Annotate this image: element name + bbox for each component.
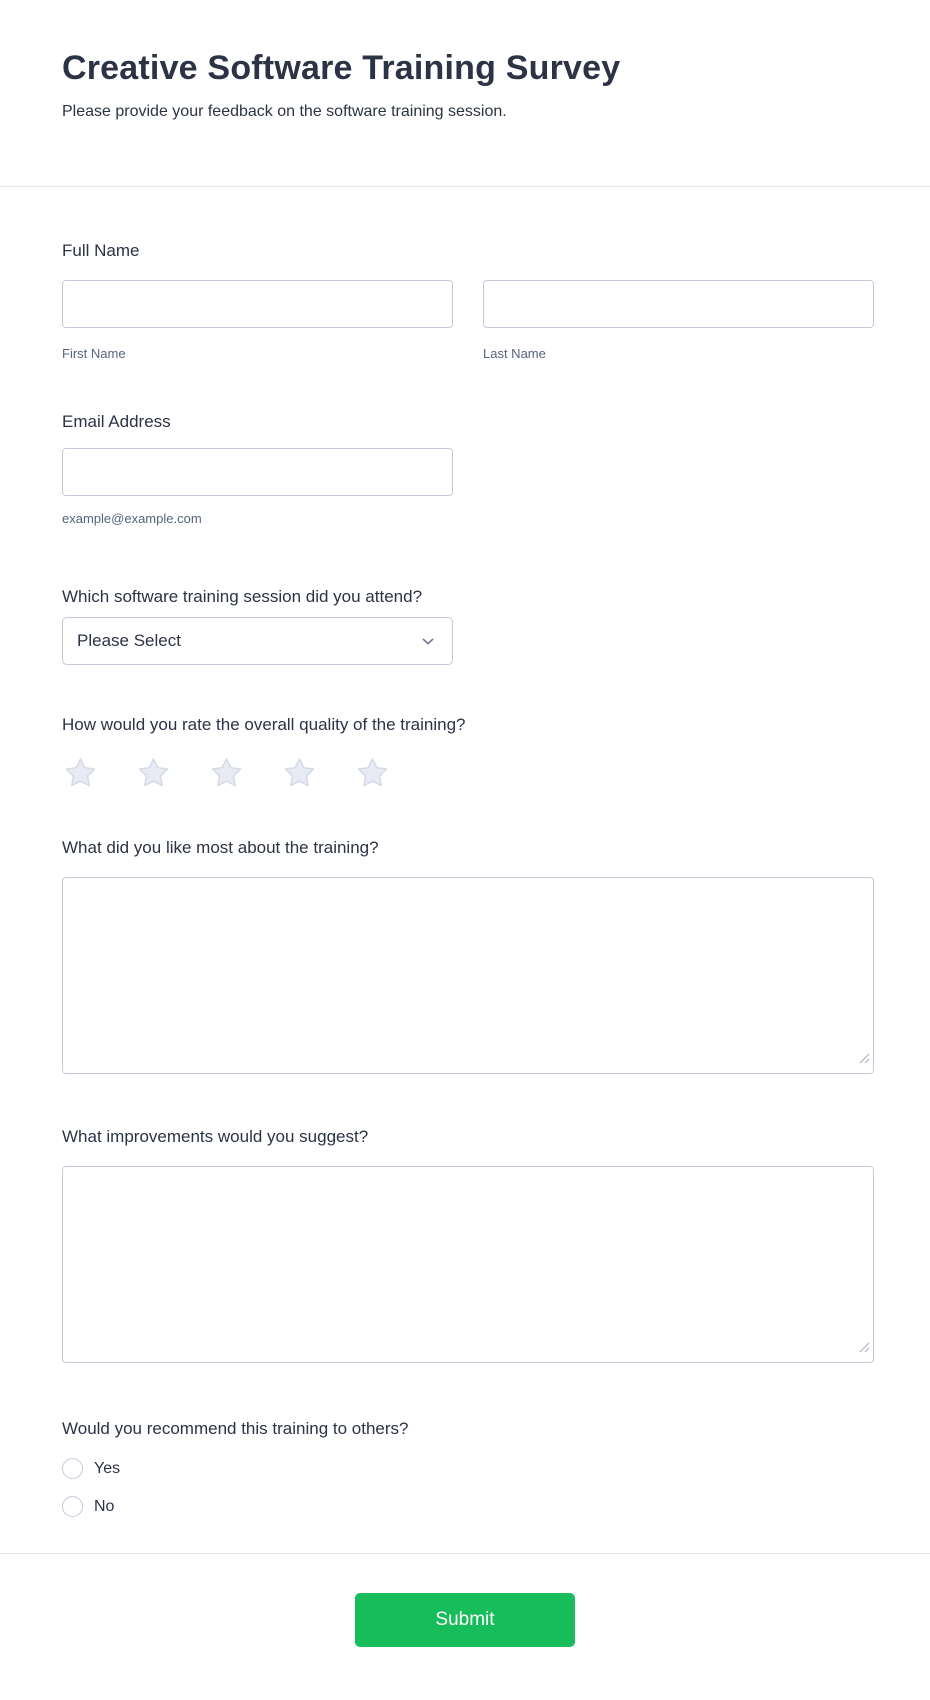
form-body xyxy=(0,241,930,1517)
first-name-sublabel: First Name xyxy=(62,346,126,361)
improvements-label: What improvements would you suggest? xyxy=(62,1127,369,1146)
radio-circle-icon[interactable] xyxy=(62,1496,83,1517)
radio-no-label: No xyxy=(94,1497,115,1515)
recommend-label: Would you recommend this training to others? xyxy=(62,1419,409,1438)
question-liked xyxy=(62,838,874,1074)
session-select[interactable] xyxy=(62,617,453,665)
session-label: Which software training session did you attend? xyxy=(62,587,423,606)
resize-handle-icon[interactable] xyxy=(859,1051,870,1069)
email-hint: example@example.com xyxy=(62,511,202,526)
improvements-textarea-wrap xyxy=(62,1166,874,1363)
star-icon[interactable] xyxy=(281,755,318,791)
email-label: Email Address xyxy=(62,412,171,431)
star-icon[interactable] xyxy=(135,755,172,791)
liked-textarea[interactable] xyxy=(62,877,874,1074)
question-recommend xyxy=(62,1419,874,1517)
first-name-input[interactable] xyxy=(62,280,453,328)
radio-option-no[interactable] xyxy=(62,1496,182,1517)
star-icon[interactable] xyxy=(354,755,391,791)
question-email xyxy=(62,412,874,527)
submit-button[interactable]: Submit xyxy=(355,1593,575,1647)
star-icon[interactable] xyxy=(208,755,245,791)
radio-circle-icon[interactable] xyxy=(62,1458,83,1479)
star-icon[interactable] xyxy=(62,755,99,791)
page-subtitle: Please provide your feedback on the software training session. xyxy=(62,102,507,120)
session-select-value: Please Select xyxy=(77,631,181,650)
resize-handle-icon[interactable] xyxy=(859,1340,870,1358)
email-input[interactable] xyxy=(62,448,453,496)
liked-textarea-wrap xyxy=(62,877,874,1074)
radio-option-yes[interactable] xyxy=(62,1458,182,1479)
first-name-column xyxy=(62,280,453,362)
question-rating xyxy=(62,715,874,791)
page-title: Creative Software Training Survey xyxy=(62,49,621,87)
form-header xyxy=(0,0,930,187)
last-name-column xyxy=(483,280,874,362)
full-name-label: Full Name xyxy=(62,241,140,260)
question-session xyxy=(62,587,874,665)
last-name-sublabel: Last Name xyxy=(483,346,546,361)
improvements-textarea[interactable] xyxy=(62,1166,874,1363)
question-full-name xyxy=(62,241,874,362)
name-inputs-row xyxy=(62,280,874,362)
question-improvements xyxy=(62,1127,874,1363)
rating-label: How would you rate the overall quality of the training? xyxy=(62,715,466,734)
form-footer xyxy=(0,1553,930,1700)
last-name-input[interactable] xyxy=(483,280,874,328)
star-rating xyxy=(62,755,874,791)
radio-yes-label: Yes xyxy=(94,1459,121,1477)
chevron-down-icon xyxy=(420,633,436,649)
liked-label: What did you like most about the training? xyxy=(62,838,379,857)
